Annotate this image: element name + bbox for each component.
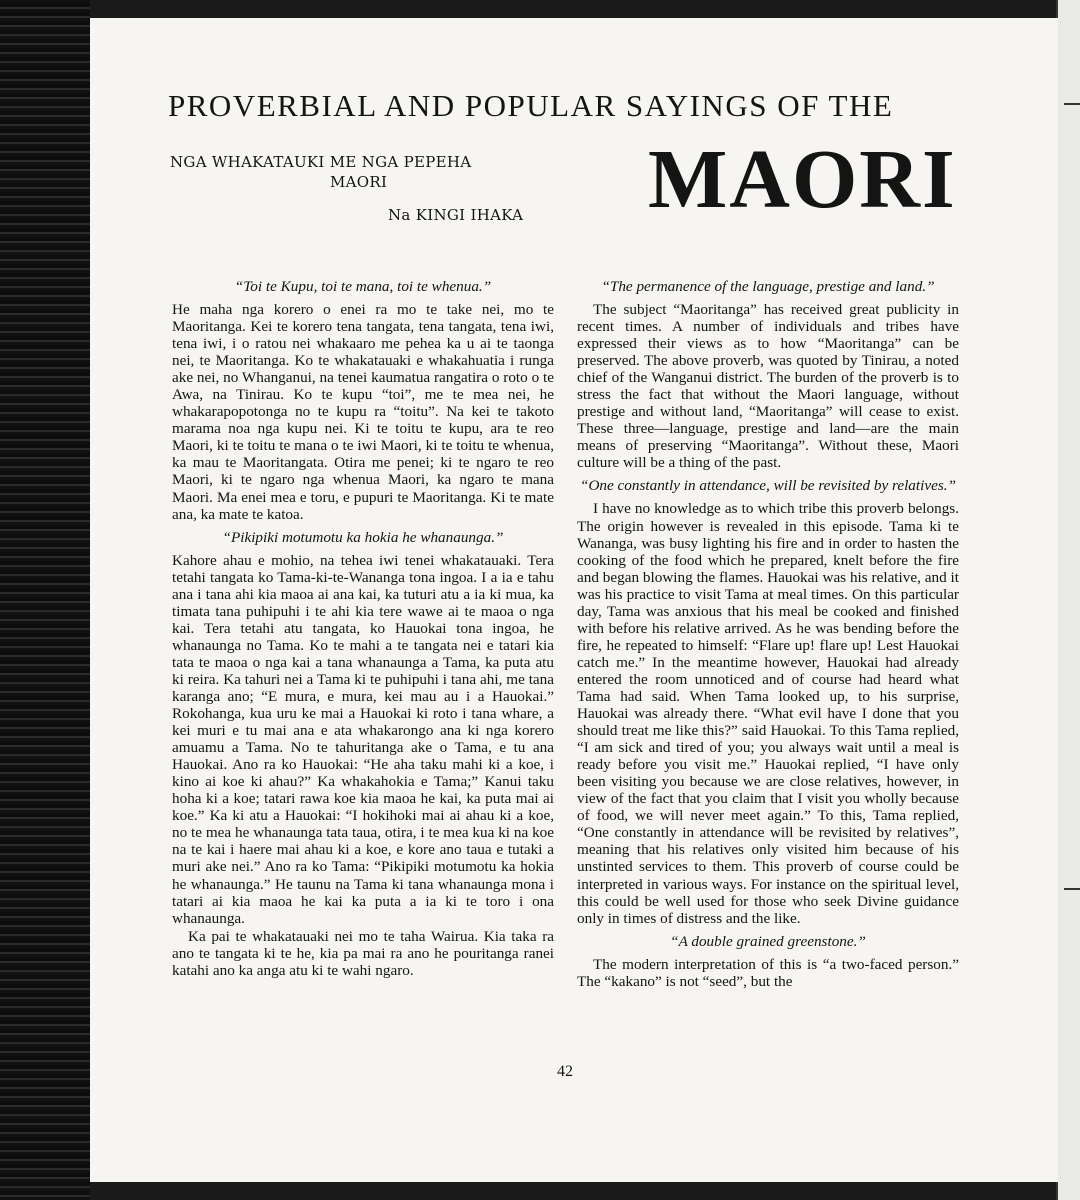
proverb-heading: “The permanence of the language, prestige and land.” [601,278,935,295]
proverb-heading: “A double grained greenstone.” [670,932,866,950]
paragraph: Kahore ahau e mohio, na tehea iwi tenei whakatauaki. Tera tetahi tangata ko Tama-ki-te-Wananga tona ingoa. I a ia e tahu ana i tana ahi kia maoa ai ana kai, ka tuturi atu a ia ki mua, ka timata tana puhipuhi i te ahi kia tere wawe ai te maoa o nga kai. Tera tetahi atu tangata, ko Hauokai tona ingoa, he whanaunga no Tama. Ko te mahi a te tangata nei e tatari kia tata te maoa o nga kai a tana whanaunga a Tama, ka puta atu ki reira. Ka tahuri nei a Tama ki te puhipuhi i tana ahi, me tana karanga ano; “E mura, e mura, kei mau au i a Hauokai.” Rokohanga, kua uru ke mai a Hauokai ki roto i tana whare, a kei muri e tu mai ana e ata whakarongo ana ki nga korero amuamu a Tama. No te tahuritanga ake o Tama, e tu ana Hauokai. Ano ra ko Hauokai: “He aha taku mahi ki a koe, i kino ai koe ki ahau?” Ka whakahokia e Tama;” Kanui taku hoha ki a koe; tatari rawa koe kia maoa he kai, ka puta mai ai koe.” Ka ki atu a Hauokai: “I hokihoki mai ai ahau ki a koe, no te mea he whanaunga tata taua, otira, i te mea kua ki na koe na te kai i haere mai ahau ki a koe, e kore ano taua e tutaki a muri ake nei.” Ano ra ko Tama: “Pikipiki motumotu ka hokia he whanaunga.” He taunu na Tama ki tana whanaunga mona i tatari ai kia maoa he kai ka puta a ia ki te toro i ona whanaunga. [172,551,554,927]
paragraph: The modern interpretation of this is “a two-faced person.” The “kakano” is not “seed”, but the [577,955,959,990]
scan-edge-mark [1064,888,1080,890]
scan-border-left [0,0,90,1200]
paragraph: Ka pai te whakatauaki nei mo te taha Wairua. Kia taka ra ano te tangata ki te he, kia pa mai ra ano he pouritanga ranei katahi ano ka anga atu ki te wahi ngaro. [172,927,554,979]
proverb-heading: “Pikipiki motumotu ka hokia he whanaunga.” [222,528,504,546]
maori-subtitle-line1: NGA WHAKATAUKI ME NGA PEPEHA [170,153,472,171]
author-byline: Na KINGI IHAKA [388,206,524,224]
page-number: 42 [557,1063,573,1080]
scan-edge-mark [1064,103,1080,105]
paragraph: I have no knowledge as to which tribe this proverb belongs. The origin however is revealed in this episode. Tama ki te Wananga, was busy lighting his fire and in order to hasten the cooking of the food which he prepared, knelt before the fire and began blowing the flames. Hauokai was his relative, and it was his practice to visit Tama at meal times. On this particular day, Tama was anxious that his meal be cooked and finished with before his relative arrived. As he was bending before the fire, he repeated to himself: “Flare up! flare up! Lest Hauokai catch me.” In the meantime however, Hauokai had already entered the room unnoticed and of course had heard what Tama had said. When Tama looked up, to his surprise, Hauokai was already there. “What evil have I done that you should treat me like this?” said Hauokai. To this Tama replied, “I am sick and tired of you; you always wait until a meal is ready before you visit me.” Hauokai replied, “I have only been visiting you because we are close relatives, however, in view of the fact that you claim that I visit you wholly because of food, we will never meet again.” To this, Tama replied, “One constantly in attendance will be revisited by relatives”, meaning that his relatives only visited him because of his unstinted services to them. This proverb of course could be interpreted in various ways. For instance on the spiritual level, this could be well used for those who seek Divine guidance only in times of distress and the like. [577,500,959,927]
paragraph: He maha nga korero o enei ra mo te take nei, mo te Maoritanga. Kei te korero tena tangata, tena tangata, tena iwi, tena iwi, i o ratou nei whakaaro me pehea ka u ai te taonga nei, te Maoritanga. Ko te whakatauaki e whakahuatia i runga ake nei, no Whanganui, na tenei kaumatua rangatira o roto o te Awa, na Tinirau. Ko te kupu “toi”, me te mea nei, he whakarapopotonga no te kupu ra “toitu”. Na kei te takoto marama noa nga kupu nei. Ki te toitu te kupu, ara te reo Maori, ki te toitu te mana o te iwi Maori, ki te toitu te whenua, ka mau te Maoritangata. Otira me penei; ki te ngaro te reo Maori, ki te ngaro nga whenua Maori, ka ngaro te mana Maori. Ma enei mea e toru, e pupuri te Maoritanga. Ki te mate ana, ka mate te katoa. [172,301,554,523]
article-title-maori: MAORI [648,133,957,226]
english-text-column [577,272,959,991]
proverb-heading: “One constantly in attendance, will be revisited by relatives.” [580,477,956,495]
scan-border-right [1056,0,1080,1200]
maori-subtitle [170,152,570,192]
article-title: PROVERBIAL AND POPULAR SAYINGS OF THE [168,88,894,123]
paragraph: The subject “Maoritanga” has received great publicity in recent times. A number of individuals and tribes have expressed their views as to how “Maoritanga” can be preserved. The above proverb, was quoted by Tinirau, a noted chief of the Wanganui district. The burden of the proverb is to stress the fact that without the Maori language, without prestige and without land, “Maoritanga” will cease to exist. These three—language, prestige and land—are the main means of preserving “Maoritanga”. Without these, Maori culture will be a thing of the past. [577,301,959,472]
proverb-heading: “Toi te Kupu, toi te mana, toi te whenua.” [234,278,492,295]
maori-subtitle-line2: MAORI [330,173,388,191]
maori-text-column [172,272,554,980]
